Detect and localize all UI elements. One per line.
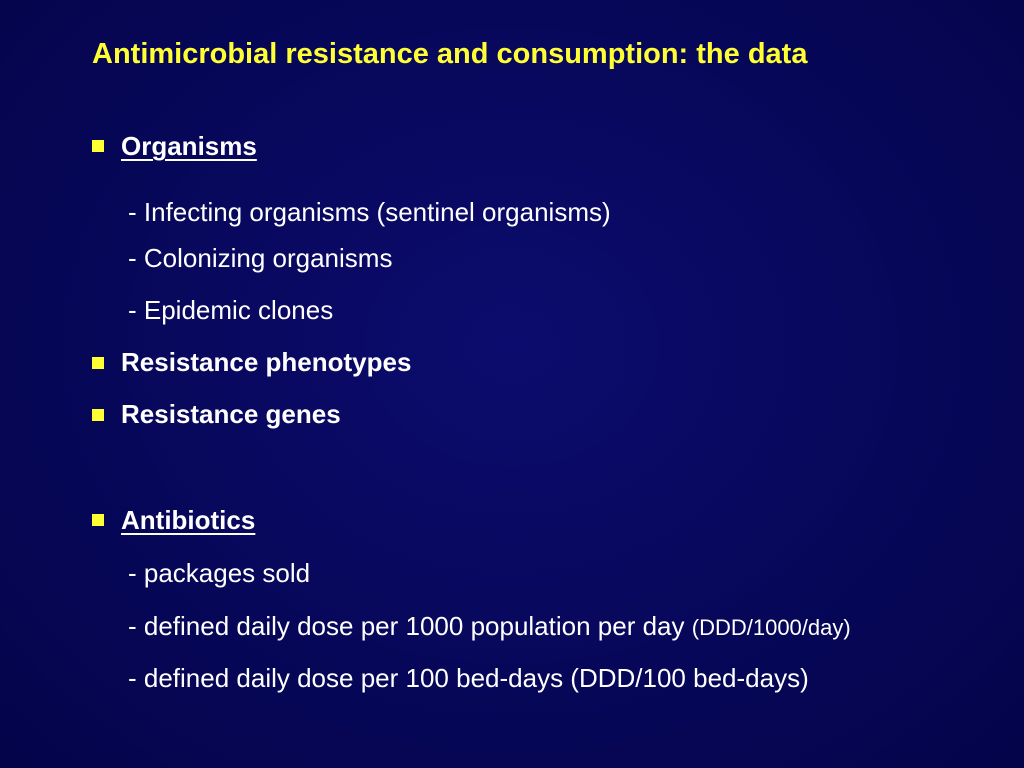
organisms-item-colonizing: - Colonizing organisms <box>128 243 393 273</box>
antibiotics-item-ddd-population <box>128 611 851 642</box>
organisms-item-infecting: - Infecting organisms (sentinel organisms) <box>128 197 611 227</box>
bullet-icon <box>92 140 104 152</box>
bullet-icon <box>92 514 104 526</box>
bullet-icon <box>92 409 104 421</box>
bullet-icon <box>92 357 104 369</box>
antibiotics-item-ddd-population-unit: (DDD/1000/day) <box>691 615 851 640</box>
resistance-phenotypes-heading: Resistance phenotypes <box>121 347 412 377</box>
antibiotics-item-ddd-population-text: - defined daily dose per 1000 population per day <box>128 611 685 641</box>
organisms-heading: Organisms <box>121 131 257 161</box>
resistance-genes-heading: Resistance genes <box>121 399 341 429</box>
antibiotics-item-ddd-bed-days: - defined daily dose per 100 bed-days (DDD/100 bed-days) <box>128 663 809 693</box>
organisms-item-epidemic: - Epidemic clones <box>128 295 334 325</box>
antibiotics-heading: Antibiotics <box>121 505 256 535</box>
slide-title: Antimicrobial resistance and consumption: the data <box>92 38 808 70</box>
antibiotics-item-packages: - packages sold <box>128 558 311 588</box>
